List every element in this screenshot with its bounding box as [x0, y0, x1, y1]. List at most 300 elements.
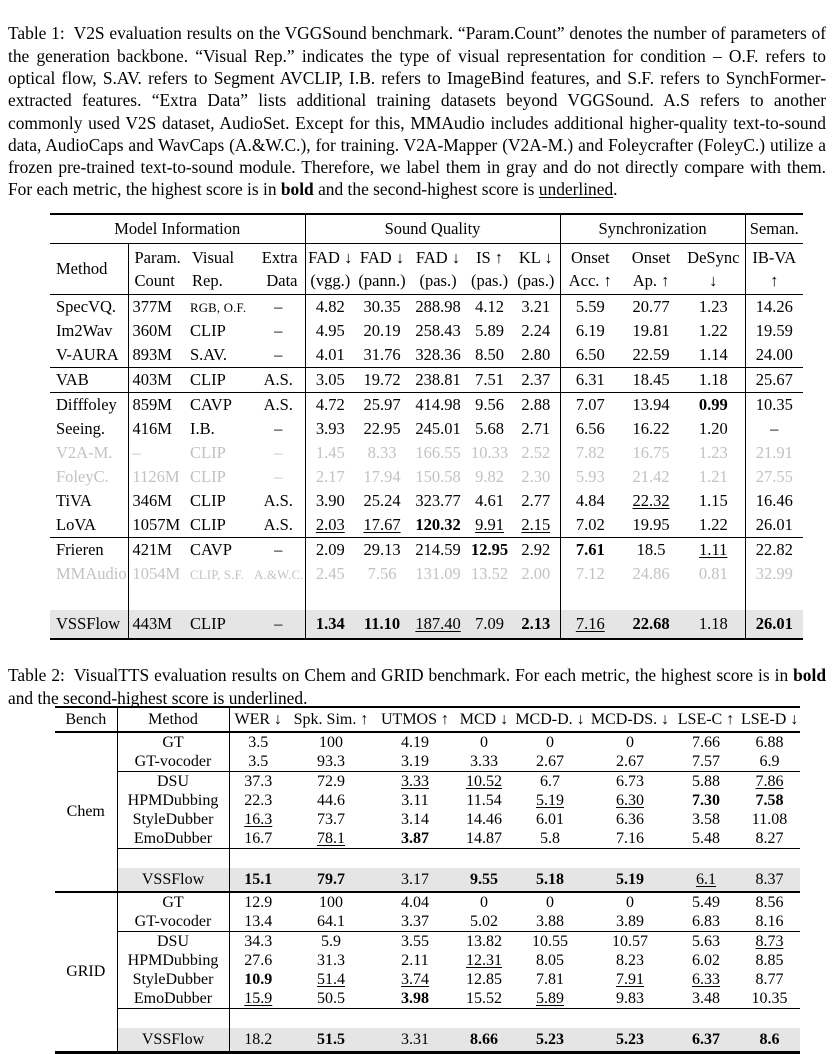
value: CLIP, S.F. [190, 568, 245, 582]
value-cell: CLIP [186, 513, 252, 538]
value-cell: 6.31 [560, 368, 620, 393]
value-cell: 2.11 [401, 951, 429, 969]
method-cell: V-AURA [50, 343, 128, 368]
value-cell: 8.50 [467, 343, 512, 368]
header-line: FAD ↓ [308, 248, 353, 267]
value-cell: 5.9 [321, 932, 341, 950]
table-row [55, 868, 800, 892]
value-cell: 131.09 [415, 564, 461, 583]
value: 6.30 [616, 791, 644, 809]
spacer-cell [455, 1009, 513, 1029]
table2-caption-body [8, 665, 826, 707]
value: 17.67 [363, 515, 401, 534]
value: 26.01 [755, 614, 793, 633]
value-cell [560, 610, 620, 639]
value-cell: 11.08 [751, 810, 788, 828]
method-cell: Seeing. [50, 417, 128, 441]
value-cell [305, 513, 355, 538]
table-row [50, 441, 803, 465]
spacer-cell [229, 849, 287, 869]
value-cell [682, 538, 745, 563]
spacer-cell [512, 586, 560, 610]
value-cell [467, 513, 512, 538]
value-cell: 323.77 [415, 491, 461, 510]
value-cell [455, 772, 513, 792]
value-cell [287, 1028, 375, 1053]
value-cell [229, 989, 287, 1009]
value-cell: 19.81 [632, 321, 670, 340]
table1-caption-label: Table 1: [8, 23, 65, 44]
value-cell [409, 610, 467, 639]
value-cell [186, 295, 252, 320]
value-cell: 3.88 [513, 912, 587, 932]
column-header-row [55, 707, 800, 732]
value-cell: 360M [132, 321, 172, 340]
spacer-cell [467, 586, 512, 610]
value-cell [739, 932, 800, 952]
value-cell [455, 1028, 513, 1053]
value-cell [739, 772, 800, 792]
value-cell: 3.90 [315, 491, 345, 510]
value: 6.37 [692, 1030, 720, 1048]
table1 [50, 213, 803, 640]
table-head [55, 707, 800, 732]
value-cell: 14.26 [755, 297, 793, 316]
value: 8.73 [755, 932, 784, 950]
value: A.&W.C. [254, 568, 304, 582]
value-cell [620, 489, 682, 513]
value: 8.6 [759, 1030, 780, 1048]
value-cell: 2.92 [512, 538, 560, 563]
method-cell: Difffoley [50, 393, 128, 418]
value-cell: 1.18 [682, 368, 745, 393]
value-cell: 1.22 [682, 319, 745, 343]
method-cell: VSSFlow [117, 868, 229, 892]
value-cell: 21.91 [755, 443, 793, 462]
value: 15.9 [244, 989, 273, 1007]
value-cell [375, 829, 455, 849]
table-row [50, 513, 803, 538]
table2-caption [8, 664, 826, 709]
spacer-cell [409, 586, 467, 610]
method-cell: V2A-M. [50, 441, 128, 465]
value-cell: 7.66 [692, 733, 720, 751]
group-header: Model Information [50, 214, 305, 244]
value-cell [355, 610, 409, 639]
value-cell: 100 [319, 893, 343, 911]
value-cell: 5.48 [673, 829, 739, 849]
column-header [128, 244, 186, 295]
value-cell: 1.18 [682, 610, 745, 639]
value: 51.5 [317, 1030, 345, 1048]
spacer-cell [513, 1009, 587, 1029]
value-cell: 2.88 [512, 393, 560, 418]
spacer-cell [587, 1009, 673, 1029]
value-cell: 7.81 [536, 970, 564, 988]
value-cell: 0 [480, 733, 488, 751]
value-cell: 4.12 [475, 297, 504, 316]
column-header: MCD ↓ [455, 707, 513, 732]
value-cell: A.S. [252, 393, 305, 418]
value-cell: 1.14 [682, 343, 745, 368]
value-cell: CLIP [190, 491, 226, 510]
value-cell: 328.36 [409, 343, 467, 368]
value-cell: – [252, 465, 305, 489]
spacer-cell [375, 849, 455, 869]
value-cell: 3.5 [248, 733, 269, 751]
value: 9.55 [470, 870, 498, 888]
value-cell [739, 791, 800, 810]
value-cell: 3.21 [512, 295, 560, 320]
value-cell: 3.05 [305, 368, 355, 393]
value-cell: 26.01 [745, 513, 803, 538]
value: 6.33 [692, 970, 720, 988]
value: 3.74 [401, 970, 429, 988]
value-cell: 6.9 [739, 752, 800, 772]
value-cell: 22.59 [620, 343, 682, 368]
value-cell: 64.1 [287, 912, 375, 932]
spacer-cell [117, 849, 229, 869]
value-cell [287, 868, 375, 892]
value-cell: 19.72 [355, 368, 409, 393]
value-cell: 4.82 [315, 297, 345, 316]
value-cell: 24.86 [632, 564, 670, 583]
table-row [55, 912, 800, 932]
value-cell: 13.52 [470, 564, 509, 583]
value-cell [375, 772, 455, 792]
table-row [50, 465, 803, 489]
value-cell: 1054M [132, 564, 181, 583]
spacer-cell [682, 586, 745, 610]
value-cell: 1.23 [682, 295, 745, 320]
value-cell: 0 [546, 893, 554, 911]
value-cell: 10.33 [470, 443, 509, 462]
header-line: (pas.) [517, 271, 555, 290]
value-cell: 2.67 [587, 752, 673, 772]
value-cell: 22.3 [244, 791, 273, 809]
value-cell: 21.42 [632, 467, 670, 486]
value-cell: – [252, 319, 305, 343]
value-cell [513, 1028, 587, 1053]
value-cell: – [252, 538, 305, 563]
header-line: (pas.) [470, 271, 509, 290]
value: 3.98 [401, 989, 429, 1007]
value-cell [673, 1028, 739, 1053]
value-cell: 4.04 [401, 893, 429, 911]
value-cell [587, 791, 673, 810]
value-cell [673, 868, 739, 892]
value-cell: 8.05 [536, 951, 564, 969]
value-cell: 4.19 [401, 733, 429, 751]
value-cell [673, 791, 739, 810]
value-cell: CAVP [190, 395, 232, 414]
value-cell: 8.27 [739, 829, 800, 849]
value-cell: 6.01 [536, 810, 564, 828]
caption-segment: underlined [538, 179, 614, 200]
value: 5.23 [616, 1030, 644, 1048]
spacer-cell [117, 1009, 229, 1029]
value-cell: 10.35 [739, 989, 800, 1009]
value-cell: 5.59 [575, 297, 605, 316]
spacer-cell [455, 849, 513, 869]
column-header: Spk. Sim. ↑ [287, 707, 375, 732]
value-cell: 10.35 [755, 395, 793, 414]
column-header: MCD-DS. ↓ [587, 707, 673, 732]
value: 8.66 [470, 1030, 498, 1048]
value-cell: 50.5 [287, 989, 375, 1009]
value-cell: 245.01 [415, 419, 461, 438]
value-cell: CAVP [190, 540, 232, 559]
method-cell: TiVA [50, 489, 128, 513]
value: 2.03 [315, 515, 345, 534]
column-header: Bench [55, 707, 117, 732]
value-cell: – [252, 441, 305, 465]
method-cell: SpecVQ. [50, 295, 128, 320]
value-cell: CLIP [190, 467, 226, 486]
value: 187.40 [415, 614, 461, 633]
value-cell: 72.9 [317, 772, 345, 790]
value-cell: 2.00 [512, 562, 560, 586]
value: 5.89 [536, 989, 564, 1007]
value-cell: 214.59 [415, 540, 461, 559]
value: 78.1 [317, 829, 345, 847]
value-cell: 288.98 [415, 297, 461, 316]
value-cell: 4.01 [305, 343, 355, 368]
caption-segment: V2S evaluation results on the VGGSound benchmark. “Param.Count” denotes the number of parameters of the generation backbone. “Visual Rep.” indicates the type of visual representation for condition – O.F. refers to optical flow, S.AV. refers to Segment AVCLIP, I.B. refers to ImageBind features, and S.F. refers to SynchFormer-extracted features. “Extra Data” lists additional training datasets beyond VGGSound. A.S refers to another commonly used V2S dataset, AudioSet. Except for this, MMAudio includes additional higher-quality text-to-sound data, AudioCaps and WavCaps (A.&W.C.), for training. V2A-Mapper (V2A-M.) and Foleycrafter (FoleyC.) utilize a frozen pre-trained text-to-sound module. Therefore, we label them in gray and do not directly compare with them. For each metric, the highest score is in [8, 23, 826, 200]
column-header [512, 244, 560, 295]
spacer-cell [287, 1009, 375, 1029]
caption-segment: underlined [228, 687, 304, 708]
value-cell: S.AV. [186, 343, 252, 368]
value-cell: 2.52 [512, 441, 560, 465]
table-row [55, 932, 800, 952]
value-cell: 258.43 [415, 321, 461, 340]
value: 11.10 [363, 614, 401, 633]
value-cell: 859M [132, 395, 172, 414]
value-cell: 20.77 [632, 297, 670, 316]
caption-segment: . [613, 179, 618, 200]
group-header-row [50, 214, 803, 244]
value-cell: 6.7 [540, 772, 560, 790]
value-cell [620, 610, 682, 639]
group-header: Synchronization [560, 214, 745, 244]
value-cell [455, 951, 513, 970]
spacer-cell [287, 849, 375, 869]
method-cell: StyleDubber [117, 970, 229, 989]
method-cell: DSU [117, 772, 229, 792]
value: RGB, O.F. [190, 301, 247, 315]
method-cell: VAB [50, 368, 128, 393]
value-cell: 403M [128, 368, 186, 393]
header-line: (pas.) [419, 271, 457, 290]
value-cell: 27.6 [244, 951, 273, 969]
spacer-row [50, 586, 803, 610]
value-cell: 14.87 [455, 829, 513, 849]
value-cell: 20.19 [363, 321, 401, 340]
value-cell [587, 970, 673, 989]
value-cell: 7.51 [467, 368, 512, 393]
method-cell: DSU [117, 932, 229, 952]
caption-segment: VisualTTS evaluation results on Chem and GRID benchmark. For each metric, the highest score is in [73, 665, 794, 686]
value-cell: 8.77 [755, 970, 784, 988]
value-cell: 4.95 [315, 321, 345, 340]
value-cell: 2.24 [512, 319, 560, 343]
value-cell: 7.09 [467, 610, 512, 639]
value: 12.31 [466, 951, 502, 969]
spacer-cell [252, 586, 305, 610]
value: 1.11 [699, 540, 728, 559]
value-cell: 6.50 [560, 343, 620, 368]
value-cell: – [252, 343, 305, 368]
column-header: MCD-D. ↓ [513, 707, 587, 732]
value-cell: 377M [132, 297, 172, 316]
value: 7.30 [692, 791, 720, 809]
value-cell: 32.99 [755, 564, 793, 583]
column-header [467, 244, 512, 295]
column-header: Method [50, 244, 128, 295]
value-cell: 18.45 [620, 368, 682, 393]
value-cell: 14.46 [466, 810, 502, 828]
header-line: Extra [261, 248, 298, 267]
value-cell: 6.83 [673, 912, 739, 932]
method-cell: StyleDubber [117, 810, 229, 829]
header-line: Count [134, 271, 175, 290]
spacer-cell [229, 1009, 287, 1029]
value-cell: 7.82 [575, 443, 605, 462]
value: 22.68 [632, 614, 670, 633]
value-cell: 5.88 [692, 772, 720, 790]
table-row [55, 772, 800, 792]
value-cell: 9.56 [475, 395, 504, 414]
value-cell: 0 [480, 893, 488, 911]
value-cell: 0 [626, 733, 634, 751]
spacer-cell [305, 586, 355, 610]
column-header [682, 244, 745, 295]
value-cell: 3.33 [455, 752, 513, 772]
value-cell [513, 791, 587, 810]
value: 7.61 [575, 540, 605, 559]
value-cell: 3.11 [401, 791, 429, 809]
table-row [50, 562, 803, 586]
value: 120.32 [415, 515, 461, 534]
value-cell: 346M [132, 491, 172, 510]
spacer-cell [186, 586, 252, 610]
column-header: LSE-D ↓ [739, 707, 800, 732]
value: 2.15 [521, 515, 551, 534]
value-cell: 166.55 [415, 443, 461, 462]
value-cell: 3.93 [315, 419, 345, 438]
value-cell: 16.22 [632, 419, 670, 438]
value-cell: 31.76 [355, 343, 409, 368]
header-line: IB-VA [752, 248, 797, 267]
value: 3.33 [401, 772, 429, 790]
value-cell [739, 1028, 800, 1053]
value-cell: 6.36 [616, 810, 644, 828]
value: 1.34 [315, 614, 345, 633]
value-cell: CLIP [190, 443, 226, 462]
value-cell: 7.02 [560, 513, 620, 538]
value: 79.7 [317, 870, 345, 888]
table-row [50, 610, 803, 639]
value-cell: 5.8 [513, 829, 587, 849]
spacer-cell [739, 1009, 800, 1029]
value: 0.99 [698, 395, 728, 414]
value-cell [682, 393, 745, 418]
method-cell: HPMDubbing [117, 791, 229, 810]
table-row [55, 829, 800, 849]
value-cell: 16.46 [755, 491, 793, 510]
column-header [560, 244, 620, 295]
table-row [55, 989, 800, 1009]
value-cell: 3.89 [587, 912, 673, 932]
group-header: Seman. [745, 214, 803, 244]
value-cell: 25.24 [363, 491, 401, 510]
value-cell: 73.7 [317, 810, 345, 828]
value-cell [375, 970, 455, 989]
method-cell: EmoDubber [117, 989, 229, 1009]
value-cell: 3.14 [401, 810, 429, 828]
column-header-row [50, 244, 803, 295]
value-cell: 416M [132, 419, 172, 438]
spacer-row [55, 849, 800, 869]
spacer-cell [560, 586, 620, 610]
header-line: Rep. [192, 271, 223, 290]
spacer-cell [673, 849, 739, 869]
table2 [55, 706, 800, 1054]
value-cell: 1.20 [682, 417, 745, 441]
value-cell: 10.55 [532, 932, 568, 950]
value-cell: 443M [128, 610, 186, 639]
bench-cell: Chem [55, 732, 117, 892]
value-cell: – [252, 610, 305, 639]
value-cell [512, 513, 560, 538]
value-cell: 27.55 [755, 467, 793, 486]
value-cell: 13.4 [229, 912, 287, 932]
value-cell: 8.33 [367, 443, 397, 462]
header-line: (vgg.) [310, 271, 351, 290]
value-cell: CLIP [186, 368, 252, 393]
header-line: Acc. ↑ [568, 271, 612, 290]
value-cell: 2.77 [512, 489, 560, 513]
value-cell: CLIP [186, 610, 252, 639]
spacer-cell [50, 586, 128, 610]
value-cell: 1.22 [682, 513, 745, 538]
value-cell: 7.07 [575, 395, 605, 414]
table-row [50, 417, 803, 441]
spacer-cell [128, 586, 186, 610]
value-cell: 37.3 [244, 772, 273, 790]
value-cell: 3.55 [401, 932, 429, 950]
value-cell [229, 810, 287, 829]
value-cell: 22.95 [363, 419, 401, 438]
table-row [55, 970, 800, 989]
value-cell: 3.19 [375, 752, 455, 772]
method-cell: MMAudio [50, 562, 128, 586]
value-cell [287, 970, 375, 989]
value: 7.16 [575, 614, 605, 633]
header-line: IS ↑ [475, 248, 504, 267]
spacer-cell [673, 1009, 739, 1029]
value: 7.58 [755, 791, 784, 809]
value-cell: 893M [128, 343, 186, 368]
column-header: WER ↓ [229, 707, 287, 732]
table-head [50, 214, 803, 295]
spacer-cell [587, 849, 673, 869]
caption-segment: . [303, 687, 308, 708]
value-cell: 2.80 [512, 343, 560, 368]
value: 3.87 [401, 829, 429, 847]
value-cell: 44.6 [317, 791, 345, 809]
